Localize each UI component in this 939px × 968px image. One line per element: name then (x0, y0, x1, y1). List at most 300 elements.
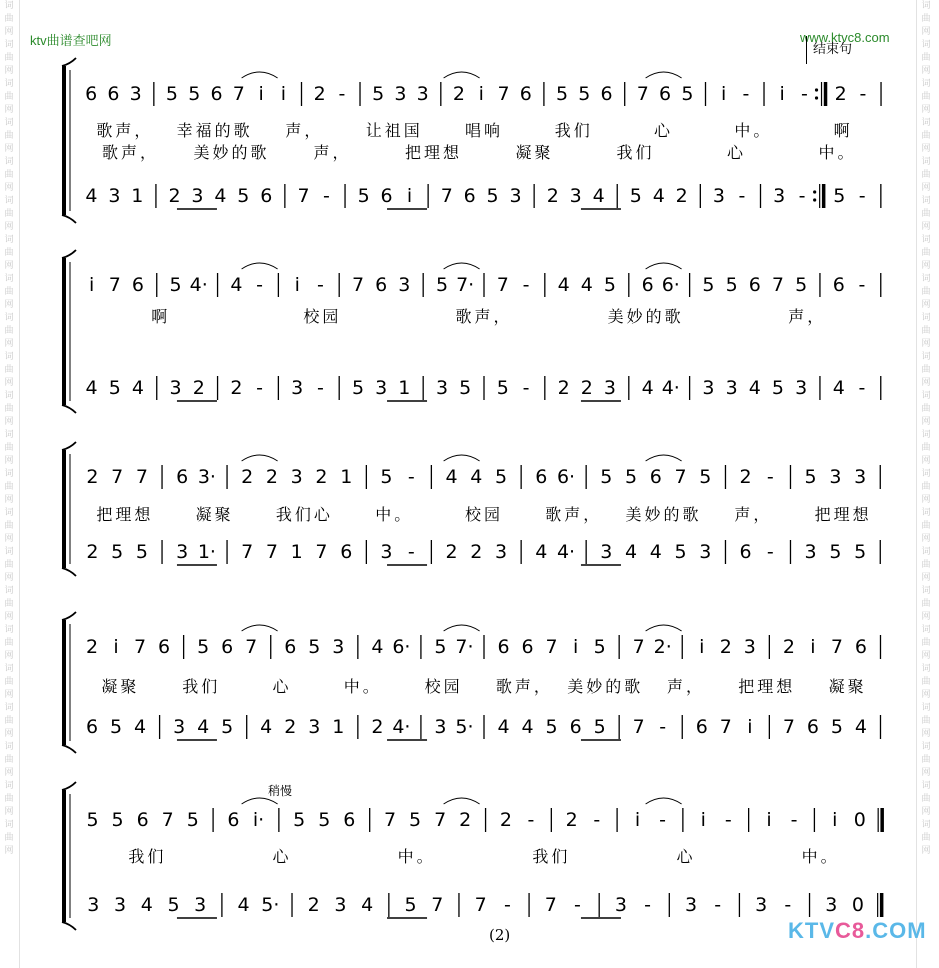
note-lower: 4 (625, 541, 638, 563)
note-upper: 6 (659, 83, 672, 105)
slur (242, 455, 278, 461)
note-lower: 5 (111, 541, 124, 563)
note-upper: 5 (555, 83, 569, 105)
note-upper: 7 (434, 809, 447, 831)
note-lower: 3 (494, 541, 508, 563)
note-upper: 6· (556, 466, 576, 488)
note-upper: - (256, 274, 263, 296)
note-lower: - (522, 377, 530, 399)
note-upper: 5 (625, 466, 638, 488)
lyric-syllables: 声， (734, 505, 773, 524)
note-upper: 7 (161, 809, 174, 831)
note-upper: 2 (313, 83, 326, 105)
note-upper: 5 (494, 466, 508, 488)
note-upper: 5 (699, 466, 712, 488)
note-lower: 3 (725, 377, 738, 399)
note-lower: 5 (771, 377, 784, 399)
note-upper: 3 (129, 83, 142, 105)
note-upper: i (280, 83, 287, 105)
lyric-syllables: 声， (666, 677, 706, 696)
slur (646, 263, 682, 269)
note-lower: 5 (854, 541, 867, 563)
note-lower: 5 (459, 377, 472, 399)
note-upper: 2 (782, 636, 795, 658)
note-upper: 5 (186, 809, 199, 831)
note-upper: 4 (470, 466, 483, 488)
note-upper: 2 (452, 83, 465, 105)
note-upper: 7 (135, 466, 148, 488)
lyric-syllables: 美妙的歌 (607, 307, 684, 326)
note-upper: 5 (578, 83, 591, 105)
note-upper: i (478, 83, 484, 105)
note-upper: 5 (318, 809, 331, 831)
note-lower: 5 (351, 377, 365, 399)
note-lower: - (316, 377, 324, 399)
note-lower: 7 (440, 185, 453, 207)
note-lower: 4 (214, 185, 227, 207)
note-lower: 3 (509, 185, 522, 207)
note-lower: - (858, 185, 866, 207)
note-upper: 6 (131, 274, 144, 296)
note-lower: 3 (380, 541, 393, 563)
note-upper: 6 (158, 636, 171, 658)
note-upper: - (724, 809, 732, 831)
note-upper: 3 (394, 83, 407, 105)
note-lower: 6 (380, 185, 393, 207)
logo-part-3: .COM (865, 918, 927, 943)
note-lower: 6 (463, 185, 476, 207)
note-lower: 2 (307, 894, 320, 916)
lyric-syllables: 凝聚 (828, 677, 867, 696)
bracket-hook-bottom (62, 568, 76, 576)
note-upper: i (720, 83, 727, 105)
note-lower: 7 (474, 894, 487, 916)
note-upper: 5 (434, 636, 447, 658)
note-lower: 5 (357, 185, 370, 207)
side-watermark-right: 词 曲 网 词 曲 网 词 曲 网 词 曲 网 词 曲 网 词 曲 网 词 曲 网 词 曲 网 词 曲 网 词 曲 网 词 曲 网 词 曲 网 词 曲 网 词 曲 网 词 曲 网 词 曲 网 词 曲 网 词 曲 网 词 曲 网 词 曲 网 词 曲 网 词 曲 网 (921, 1, 931, 856)
lyric-syllables: 美妙的歌 (567, 677, 644, 696)
lyric-syllables: 把理想 (404, 143, 463, 162)
note-lower: - (574, 894, 581, 916)
note-upper: 7 (232, 83, 245, 105)
lyric-syllables: 把理想 (96, 505, 154, 524)
note-upper: 2 (565, 809, 578, 831)
lyric-syllables: 我们 (128, 847, 167, 866)
note-lower: 5 (829, 541, 842, 563)
note-lower: 4 (652, 185, 665, 207)
note-upper: - (659, 809, 666, 831)
bracket-hook-top (62, 612, 76, 620)
note-lower: 0 (851, 894, 864, 916)
note-upper: 6 (748, 274, 761, 296)
note-lower: 5 (830, 716, 843, 738)
note-upper: 6 (521, 636, 534, 658)
note-lower: 1 (290, 541, 303, 563)
note-lower: 5· (455, 716, 474, 738)
note-upper: i (779, 83, 785, 105)
note-upper: - (522, 274, 530, 296)
note-lower: 3 (169, 377, 182, 399)
note-upper: 2 (499, 809, 512, 831)
note-lower: - (322, 185, 330, 207)
note-upper: 6· (392, 636, 411, 658)
note-upper: 5 (681, 83, 694, 105)
note-lower: - (644, 894, 652, 916)
note-upper: 2 (85, 636, 99, 658)
note-upper: 6 (343, 809, 356, 831)
note-lower: 4 (535, 541, 548, 563)
note-upper: - (790, 809, 798, 831)
note-lower: 7 (315, 541, 328, 563)
slur (646, 72, 682, 78)
note-upper: 7 (351, 274, 365, 296)
note-upper: 2· (653, 636, 672, 658)
note-lower: 5 (108, 377, 121, 399)
note-lower: 3 (569, 185, 582, 207)
note-lower: 3 (108, 185, 121, 207)
note-upper: 2 (265, 466, 278, 488)
note-upper: - (316, 274, 324, 296)
slur (444, 455, 480, 461)
note-upper: i (810, 636, 816, 658)
note-lower: 7 (782, 716, 795, 738)
note-lower: 7 (719, 716, 732, 738)
note-upper: 6 (497, 636, 510, 658)
note-lower: 5 (674, 541, 687, 563)
note-upper: 7· (456, 274, 475, 296)
note-lower: - (858, 377, 866, 399)
note-upper: 5 (795, 274, 808, 296)
lyric-syllables: 让祖国 (365, 121, 423, 140)
note-lower: 4 (197, 716, 210, 738)
note-upper: 5 (702, 274, 715, 296)
logo-part-1: KTV (788, 918, 835, 943)
lyric-syllables: 声， (285, 121, 324, 140)
note-upper: 5 (86, 809, 99, 831)
note-upper: 5 (372, 83, 385, 105)
note-lower: - (766, 541, 774, 563)
lyric-syllables: 校园 (303, 307, 342, 326)
lyric-syllables: 校园 (424, 677, 463, 696)
note-upper: 6 (519, 83, 532, 105)
note-upper: 5 (409, 809, 422, 831)
note-lower: 4 (854, 716, 868, 738)
note-lower: 6 (260, 185, 273, 207)
note-lower: 5 (496, 377, 509, 399)
bracket-hook-top (62, 442, 76, 450)
note-upper: 5 (197, 636, 210, 658)
lyric-syllables: 心 (272, 847, 292, 866)
note-upper: i (572, 636, 579, 658)
note-lower: 7 (265, 541, 278, 563)
note-upper: 5 (308, 636, 321, 658)
note-upper: 3· (197, 466, 216, 488)
side-watermark-text: 词 曲 网 词 曲 网 词 曲 网 词 曲 网 词 曲 网 词 曲 网 词 曲 网 词 曲 网 词 曲 网 词 曲 网 词 曲 网 词 曲 网 词 曲 网 词 曲 网 词 曲 网 词 曲 网 词 曲 网 词 曲 网 词 曲 网 词 曲 网 词 曲 网 词 曲 网 (4, 1, 14, 856)
slur (242, 72, 278, 78)
note-upper: 7 (496, 274, 509, 296)
note-upper: 7 (830, 636, 843, 658)
note-lower: 1· (197, 541, 216, 563)
note-upper: 7 (771, 274, 784, 296)
note-lower: 7 (297, 185, 310, 207)
note-lower: 6 (340, 541, 353, 563)
lyric-syllables: 我们 (616, 143, 655, 162)
note-lower: 4· (661, 377, 680, 399)
note-upper: 7 (383, 809, 397, 831)
note-upper: 2 (834, 83, 847, 105)
note-lower: 7 (632, 716, 645, 738)
note-lower: 4 (649, 541, 662, 563)
note-lower: 2 (230, 377, 243, 399)
slur (444, 625, 480, 631)
lyric-syllables: 啊 (151, 307, 171, 326)
note-lower: 5 (404, 894, 417, 916)
note-lower: 4 (832, 377, 845, 399)
note-lower: 3 (176, 541, 189, 563)
note-upper: 3 (290, 466, 303, 488)
note-upper: i (700, 809, 706, 831)
note-upper: - (338, 83, 346, 105)
note-upper: i (88, 274, 95, 296)
page-number: (2) (489, 926, 511, 944)
note-lower: 6 (695, 716, 708, 738)
note-lower: 5 (167, 894, 180, 916)
note-lower: 6 (806, 716, 819, 738)
note-lower: 3 (434, 716, 447, 738)
note-upper: 4 (580, 274, 593, 296)
lyric-syllables: 歌声， (545, 505, 603, 524)
note-upper: 6 (600, 83, 613, 105)
note-lower: 4 (85, 185, 98, 207)
note-upper: 6 (176, 466, 189, 488)
note-lower: 3 (804, 541, 817, 563)
lyric-syllables: 幸福的歌 (176, 121, 253, 140)
note-upper: 7· (455, 636, 474, 658)
note-lower: 4 (131, 377, 144, 399)
note-lower: 5 (629, 185, 642, 207)
note-upper: - (593, 809, 601, 831)
note-upper: 7 (632, 636, 645, 658)
site-watermark-top-left: ktv曲谱查吧网 (30, 33, 112, 48)
note-lower: 1 (332, 716, 345, 738)
note-lower: 3 (712, 185, 725, 207)
lyric-syllables: 凝聚 (101, 677, 140, 696)
lyric-syllables: 心 (676, 847, 696, 866)
note-lower: 2 (371, 716, 384, 738)
note-upper: 7 (134, 636, 147, 658)
note-lower: 6 (85, 716, 99, 738)
note-upper: - (742, 83, 750, 105)
note-lower: 4· (392, 716, 411, 738)
note-lower: 1 (131, 185, 144, 207)
lyric-syllables: 歌声， (96, 121, 154, 140)
note-lower: 2 (580, 377, 593, 399)
note-lower: 2 (86, 541, 99, 563)
lyric-syllables: 中。 (734, 121, 773, 140)
lyric-syllables: 中。 (397, 847, 436, 866)
note-lower: 3 (375, 377, 388, 399)
note-upper: 5 (293, 809, 306, 831)
note-upper: 5 (111, 809, 124, 831)
note-lower: - (407, 541, 415, 563)
note-lower: 3 (684, 894, 698, 916)
note-upper: - (800, 83, 808, 105)
slur (646, 625, 682, 631)
note-upper: 3 (398, 274, 411, 296)
note-upper: 7 (497, 83, 510, 105)
note-lower: - (798, 185, 806, 207)
note-lower: 2 (546, 185, 559, 207)
bracket-hook-top (62, 250, 76, 258)
note-lower: 3 (191, 185, 204, 207)
note-lower: 3 (755, 894, 768, 916)
slur (242, 625, 278, 631)
note-lower: 4 (134, 716, 147, 738)
lyric-syllables: 美妙的歌 (193, 143, 270, 162)
note-lower: 4 (748, 377, 761, 399)
note-upper: i· (252, 809, 265, 831)
note-lower: - (784, 894, 792, 916)
note-lower: 3 (194, 894, 207, 916)
note-upper: 7 (108, 274, 121, 296)
note-upper: 5 (169, 274, 182, 296)
note-lower: 7 (544, 894, 557, 916)
note-upper: 6 (649, 466, 662, 488)
note-upper: i (832, 809, 838, 831)
note-upper: 6 (227, 809, 240, 831)
note-upper: 2 (315, 466, 328, 488)
note-upper: 6 (854, 636, 868, 658)
note-upper: - (527, 809, 535, 831)
note-lower: 2 (445, 541, 458, 563)
lyric-syllables: 歌声， (455, 307, 513, 326)
lyric-syllables: 唱响 (464, 121, 504, 140)
note-upper: 6 (107, 83, 120, 105)
slur (444, 263, 480, 269)
site-watermark-top-right: www.ktvc8.com (800, 30, 890, 45)
note-upper: 5 (593, 636, 606, 658)
lyric-syllables: 声， (788, 307, 827, 326)
note-lower: 2 (557, 377, 570, 399)
note-upper: 6 (221, 636, 234, 658)
note-upper: 6 (284, 636, 297, 658)
note-upper: 7 (545, 636, 558, 658)
note-upper: 6 (641, 274, 654, 296)
note-upper: 5 (603, 274, 617, 296)
lyric-syllables: 心 (272, 677, 292, 696)
note-lower: 3 (114, 894, 127, 916)
note-upper: 5 (380, 466, 393, 488)
note-lower: 3 (825, 894, 838, 916)
lyric-syllables: 心 (654, 121, 674, 140)
note-upper: - (766, 466, 774, 488)
note-upper: 6 (535, 466, 548, 488)
note-upper: i (766, 809, 772, 831)
note-lower: 4 (592, 185, 605, 207)
note-upper: - (858, 274, 866, 296)
note-lower: 3 (600, 541, 613, 563)
note-upper: 3 (854, 466, 867, 488)
note-lower: 6 (739, 541, 752, 563)
note-upper: 4 (445, 466, 458, 488)
note-upper: 6 (85, 83, 98, 105)
note-upper: 5 (165, 83, 178, 105)
note-upper: i (113, 636, 119, 658)
lyric-syllables: 心 (726, 143, 747, 162)
note-upper: 5 (600, 466, 613, 488)
lyric-syllables: 我们 (554, 121, 593, 140)
note-lower: 5· (261, 894, 280, 916)
note-lower: 4· (556, 541, 576, 563)
note-lower: 2 (284, 716, 297, 738)
note-upper: 6 (832, 274, 845, 296)
note-lower: 3 (702, 377, 715, 399)
note-upper: 3 (416, 83, 429, 105)
slur (242, 263, 278, 269)
slur (646, 798, 682, 804)
note-upper: 2 (241, 466, 254, 488)
note-lower: 5 (221, 716, 234, 738)
note-lower: 3 (773, 185, 786, 207)
repeat-dot (815, 88, 818, 91)
note-upper: 7 (245, 636, 258, 658)
lyric-syllables: 中。 (818, 143, 857, 162)
slur (646, 455, 682, 461)
note-upper: 2 (459, 809, 472, 831)
note-lower: 4 (361, 894, 374, 916)
note-lower: 3 (308, 716, 321, 738)
note-lower: - (503, 894, 511, 916)
note-upper: 3 (743, 636, 756, 658)
lyric-syllables: 中。 (343, 677, 382, 696)
lyric-syllables: 我们心 (275, 505, 333, 524)
bracket-hook-bottom (62, 745, 76, 753)
slur (444, 798, 480, 804)
note-lower: 4 (260, 716, 273, 738)
repeat-dot (813, 190, 816, 193)
note-upper: 0 (853, 809, 866, 831)
lyric-syllables: 啊 (833, 121, 853, 140)
note-lower: 2 (675, 185, 688, 207)
logo-part-2: C8 (835, 918, 866, 943)
note-upper: 6 (375, 274, 388, 296)
note-lower: 7 (431, 894, 444, 916)
note-lower: 3 (87, 894, 100, 916)
note-lower: 5 (486, 185, 499, 207)
note-upper: 2 (719, 636, 732, 658)
note-lower: 5 (237, 185, 250, 207)
bracket-hook-bottom (62, 215, 76, 223)
note-lower: 1 (398, 377, 411, 399)
note-lower: - (659, 716, 667, 738)
bracket-hook-bottom (62, 405, 76, 413)
note-upper: 2 (86, 466, 99, 488)
note-lower: 4 (140, 894, 153, 916)
lyric-syllables: 我们 (182, 677, 221, 696)
note-lower: 5 (833, 185, 846, 207)
note-upper: 4· (189, 274, 208, 296)
note-upper: i (258, 83, 264, 105)
note-upper: 4 (230, 274, 243, 296)
tempo-marking: 稍慢 (268, 784, 293, 798)
note-upper: 5 (435, 274, 449, 296)
note-upper: 7 (636, 83, 649, 105)
note-lower: 3 (173, 716, 186, 738)
lyric-syllables: 歌声， (495, 677, 553, 696)
note-upper: 6 (210, 83, 223, 105)
lyric-syllables: 凝聚 (195, 505, 234, 524)
lyric-syllables: 校园 (464, 505, 504, 524)
